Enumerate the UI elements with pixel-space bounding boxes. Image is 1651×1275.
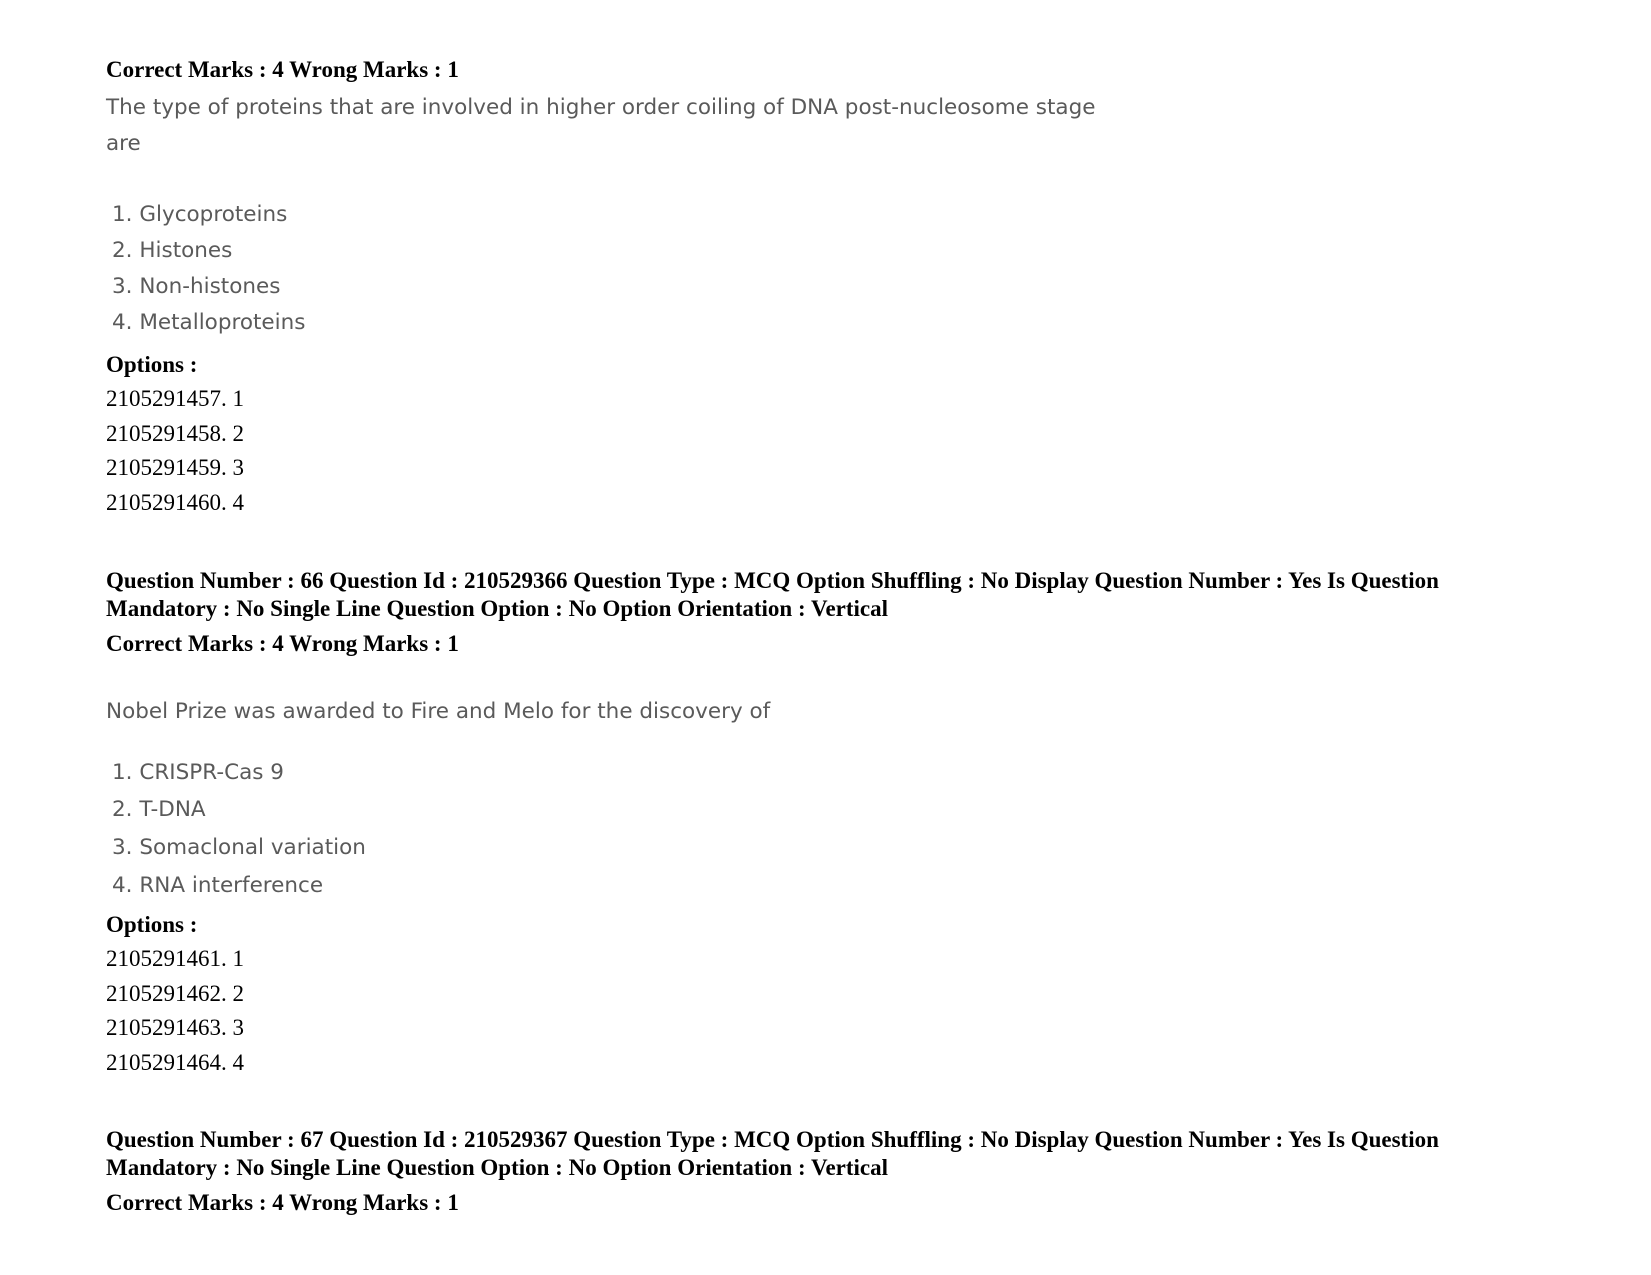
option-id: 2105291462. 2 [106, 981, 244, 1006]
question-meta: Question Number : 67 Question Id : 210529367 Question Type : MCQ Option Shuffling : No Display Question Number : Yes Is Question [106, 1127, 1439, 1152]
answer-choice: 3. Somaclonal variation [112, 835, 366, 860]
option-id: 2105291460. 4 [106, 490, 244, 515]
option-id: 2105291461. 1 [106, 946, 244, 971]
question-meta: Question Number : 66 Question Id : 210529366 Question Type : MCQ Option Shuffling : No Display Question Number : Yes Is Question [106, 568, 1439, 593]
answer-choice: 3. Non-histones [112, 274, 281, 299]
options-label: Options : [106, 352, 198, 377]
question-meta-continued: Mandatory : No Single Line Question Option : No Option Orientation : Vertical [106, 1155, 889, 1180]
answer-choice: 4. Metalloproteins [112, 310, 306, 335]
question-text: The type of proteins that are involved in higher order coiling of DNA post-nucleosome stage [106, 95, 1096, 120]
question-text: Nobel Prize was awarded to Fire and Melo for the discovery of [106, 699, 771, 724]
question-text-continued: are [106, 131, 141, 156]
marks-line: Correct Marks : 4 Wrong Marks : 1 [106, 1190, 459, 1215]
option-id: 2105291457. 1 [106, 386, 244, 411]
answer-choice: 4. RNA interference [112, 873, 324, 898]
marks-line: Correct Marks : 4 Wrong Marks : 1 [106, 631, 459, 656]
answer-choice: 2. T-DNA [112, 797, 206, 822]
answer-choice: 1. Glycoproteins [112, 202, 288, 227]
answer-choice: 1. CRISPR-Cas 9 [112, 760, 284, 785]
option-id: 2105291458. 2 [106, 421, 244, 446]
options-label: Options : [106, 912, 198, 937]
question-meta-continued: Mandatory : No Single Line Question Option : No Option Orientation : Vertical [106, 596, 889, 621]
option-id: 2105291464. 4 [106, 1050, 244, 1075]
marks-line: Correct Marks : 4 Wrong Marks : 1 [106, 57, 459, 82]
answer-choice: 2. Histones [112, 238, 233, 263]
option-id: 2105291459. 3 [106, 455, 244, 480]
option-id: 2105291463. 3 [106, 1015, 244, 1040]
